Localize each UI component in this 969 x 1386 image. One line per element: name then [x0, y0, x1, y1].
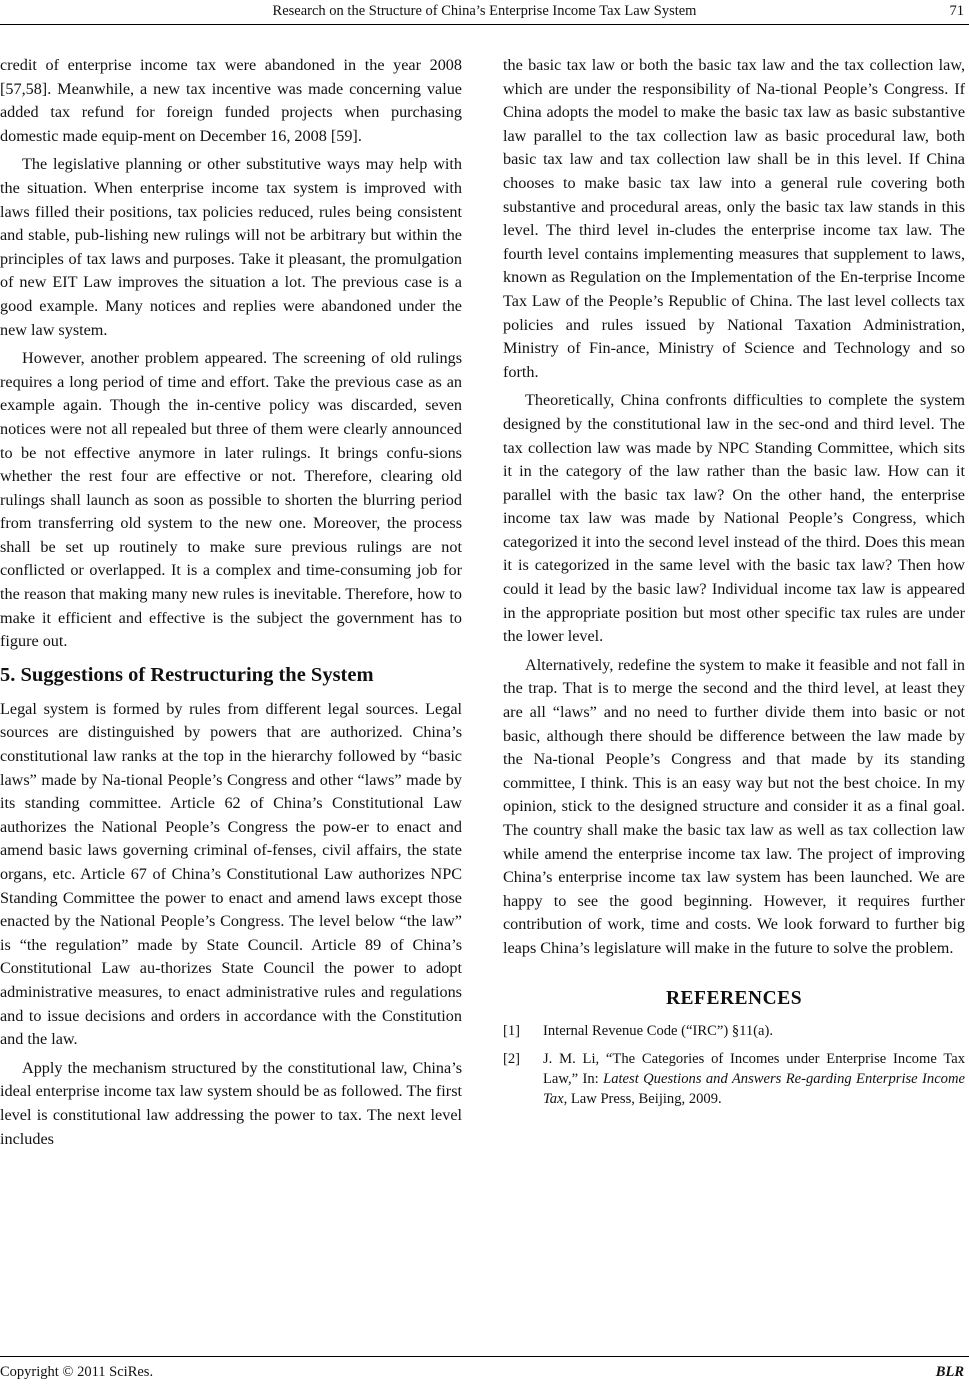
reference-text-after: , Law Press, Beijing, 2009.	[563, 1090, 722, 1107]
references-heading: REFERENCES	[665, 987, 803, 1009]
paragraph: The legislative planning or other substitutive ways may help with the situation. When enterprise income tax system is improved with laws filled their positions, tax policies reduced, rules being consistent and stable, pub-lishing new rulings will not be arbitrary but within the principles of tax laws and purposes. Take it pleasant, the promulgation of new EIT Law improves the situation a lot. The previous case is a good example. Many notices and replies were abandoned under the new law system.	[0, 155, 462, 339]
left-column	[0, 54, 462, 1156]
paragraph: the basic tax law or both the basic tax law and the tax collection law, which are under the responsibility of Na-tional People’s Congress. If China adopts the model to make the basic tax law as basic substantive law parallel to the tax collection law as basic procedural law, both basic tax law and tax collection law shall be in this level. If China chooses to make basic tax law into a general rule covering both substantive and procedural areas, only the basic tax law stands in this level. The third level in-cludes the enterprise income tax law. The fourth level contains implementing measures that supplement to laws, known as Regulation on the Implementation of the En-terprise Income Tax Law of the People’s Republic of China. The last level collects tax policies and rules issued by National Taxation Administration, Ministry of Fin-ance, Ministry of Science and Technology and so forth.	[503, 56, 965, 381]
page-number: 71	[949, 3, 964, 19]
reference-book-title: Latest Questions and Answers Re-garding Enterprise Income Tax	[543, 1070, 965, 1107]
reference-item	[503, 1021, 965, 1041]
right-column	[503, 54, 965, 1117]
reference-number: [2]	[503, 1050, 521, 1067]
paragraph: Theoretically, China confronts difficulties to complete the system designed by the constitutional law in the sec-ond and third level. The tax collection law was made by NPC Standing Committee, which sits it in the category of the law rather than the basic law. How can it parallel with the basic tax law? On the other hand, the enterprise income tax law was made by National People’s Congress, which categorized it into the second level instead of the third. Does this mean it is categorized in the same level with the basic tax law? Then how could it lead by the basic law? Individual income tax law is appeared in the appropriate position but most other specific tax rules are under the lower level.	[503, 391, 965, 646]
paragraph: Alternatively, redefine the system to make it feasible and not fall in the trap. That is to merge the second and the third level, at least they are all “laws” and no need to further divide them into basic or not basic, although there should be difference between the law made by the Na-tional People’s Congress and that made by its standing committee, I think. This is an easy way but not the best choice. In my opinion, stick to the designed structure and consider it as a final goal. The country shall make the basic tax law as well as tax collection law while amend the enterprise income tax law. The project of improving China’s enterprise income tax law system has been launched. We are happy to see the good beginning. However, it requires further contribution of work, time and costs. We look forward to further big leaps China’s legislature will make in the future to solve the problem.	[503, 655, 965, 957]
reference-item	[503, 1049, 965, 1109]
header-rule	[0, 24, 969, 25]
journal-abbreviation: BLR	[935, 1364, 964, 1380]
reference-text-before: J. M. Li, “The Categories of Incomes under Enterprise Income Tax Law,” In:	[543, 1050, 965, 1087]
paragraph: Legal system is formed by rules from different legal sources. Legal sources are distinguished by powers that are authorized. China’s constitutional law ranks at the top in the hierarchy followed by “basic laws” made by Na-tional People’s Congress and other “laws” made by its standing committee. Article 62 of China’s Constitutional Law authorizes the National People’s Congress the pow-er to enact and amend basic laws governing criminal of-fenses, civil affairs, the state organs, etc. Article 67 of China’s Constitutional Law authorizes NPC Standing Committee the power to enact and amend laws except those enacted by the National People’s Congress. The level below “the law” is “the regulation” made by State Council. Article 89 of China’s Constitutional Law au-thorizes State Council the power to adopt administrative measures, to enact administrative rules and regulations and to issue decisions and orders in accordance with the Constitution and the law.	[0, 699, 462, 1049]
paragraph: credit of enterprise income tax were abandoned in the year 2008 [57,58]. Meanwhile, a new tax incentive was made concerning value added tax refund for foreign funded projects when purchasing domestic made equip-ment on December 16, 2008 [59].	[0, 56, 462, 145]
running-title: Research on the Structure of China’s Enterprise Income Tax Law System	[272, 3, 697, 19]
paragraph: However, another problem appeared. The screening of old rulings requires a long period of time and effort. Take the previous case as an example again. Though the in-centive policy was discarded, seven notices were not all repealed but three of them were clearly announced to be not effective anymore in later rulings. It brings confu-sions whether the rest four are effective or not. Therefore, clearing old rulings shall launch as soon as possible to shorten the blurring period from transferring old system to the new one. Moreover, the process shall be set up routinely to make sure previous rulings are not conflicted or overlapped. It is a complex and time-consuming job for the reason that making many new rules is inevitable. Therefore, how to make it efficient and effective is the subject the government has to figure out.	[0, 349, 462, 651]
copyright-notice: Copyright © 2011 SciRes.	[0, 1364, 154, 1380]
paragraph: Apply the mechanism structured by the constitutional law, China’s ideal enterprise income tax law system should be as followed. The first level is constitutional law addressing the power to tax. The next level includes	[0, 1058, 462, 1148]
reference-number: [1]	[503, 1022, 521, 1039]
footer-rule	[0, 1356, 969, 1357]
reference-text: Internal Revenue Code (“IRC”) §11(a).	[543, 1022, 774, 1039]
running-header	[0, 0, 969, 22]
section-heading: 5. Suggestions of Restructuring the System	[0, 663, 374, 686]
page-footer	[0, 1362, 969, 1382]
